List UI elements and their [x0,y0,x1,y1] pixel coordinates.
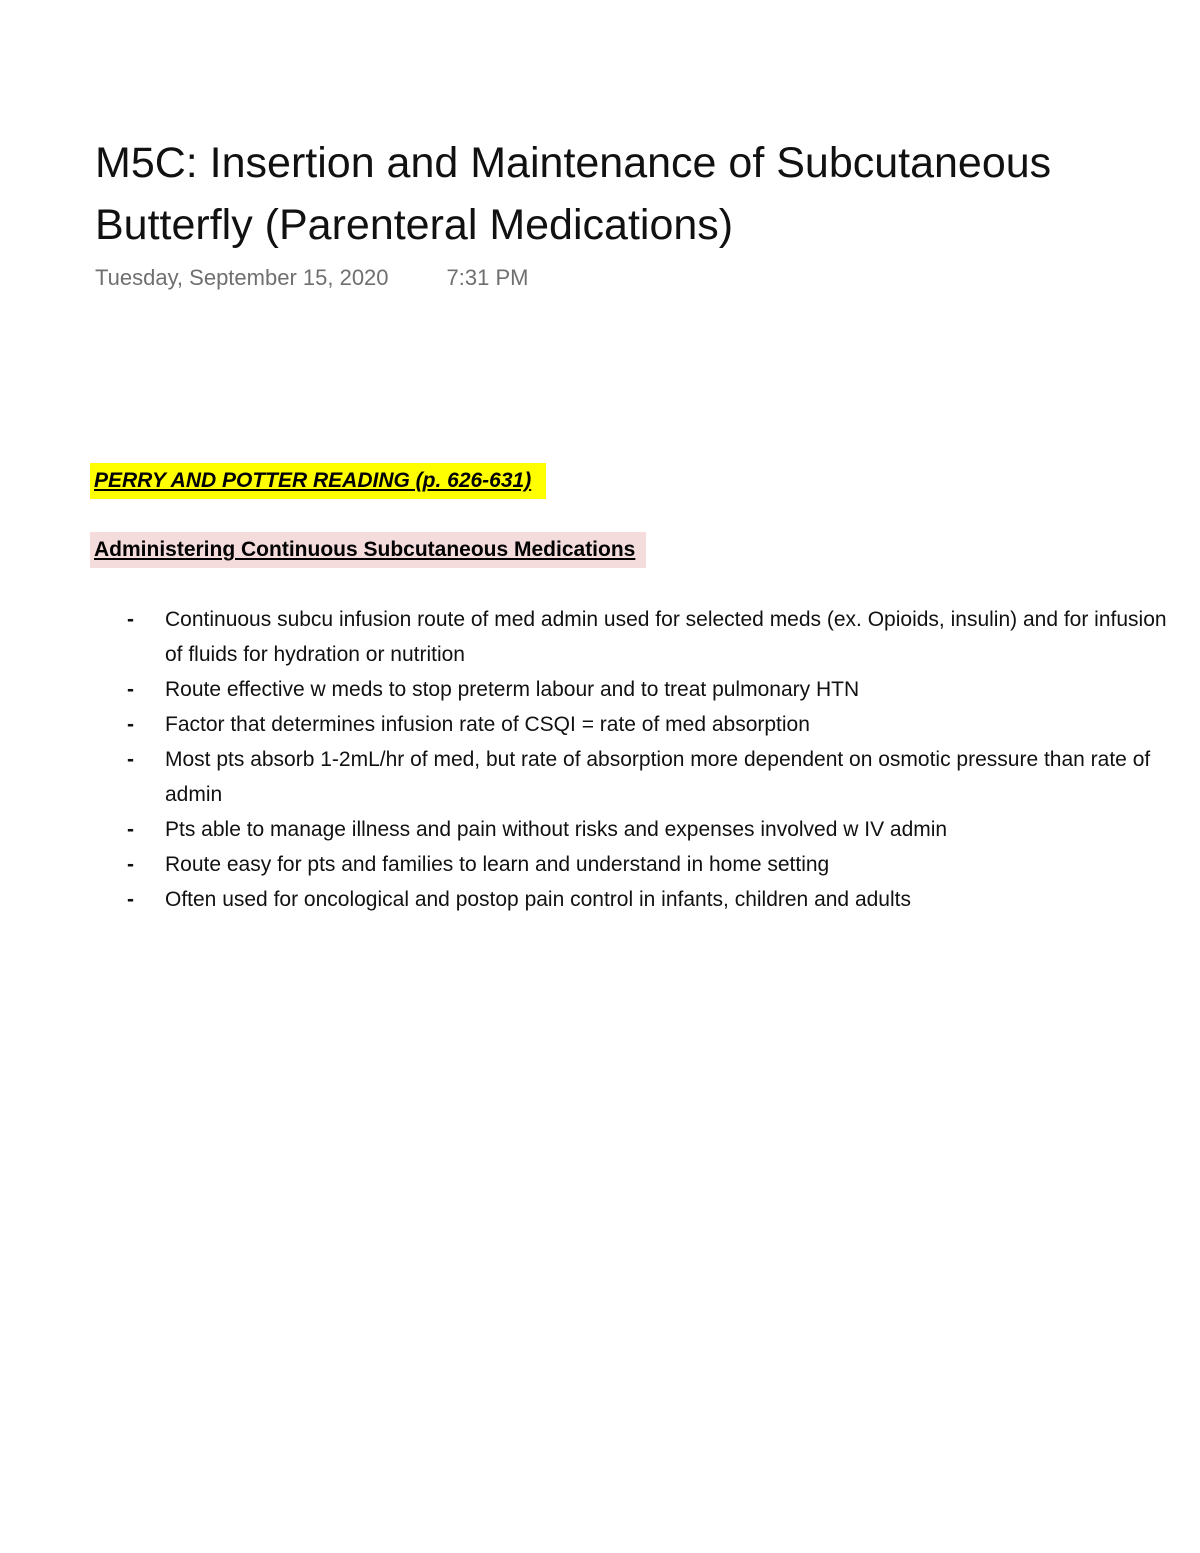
page-title: M5C: Insertion and Maintenance of Subcutaneous Butterfly (Parenteral Medications) [95,139,1052,249]
list-item [95,602,1185,672]
section-heading: Administering Continuous Subcutaneous Medications [90,532,646,568]
list-item-text: Most pts absorb 1-2mL/hr of med, but rate of absorption more dependent on osmotic pressure than rate of admin [165,748,1151,806]
bullet-list [95,602,1185,917]
bullet-dash: - [127,853,134,876]
reading-heading: PERRY AND POTTER READING (p. 626-631) [90,463,546,499]
list-item-text: Route effective w meds to stop preterm labour and to treat pulmonary HTN [165,678,860,701]
list-item-text: Route easy for pts and families to learn and understand in home setting [165,853,830,876]
page-timestamp [95,263,528,293]
list-item-text: Often used for oncological and postop pain control in infants, children and adults [165,888,911,911]
bullet-dash: - [127,678,134,701]
page-date: Tuesday, September 15, 2020 [95,265,389,290]
list-item [95,742,1185,812]
list-item-text: Factor that determines infusion rate of CSQI = rate of med absorption [165,713,810,736]
bullet-dash: - [127,888,134,911]
list-item [95,672,1185,707]
list-item [95,847,1185,882]
list-item-text: Pts able to manage illness and pain without risks and expenses involved w IV admin [165,818,948,841]
bullet-dash: - [127,748,134,771]
bullet-dash: - [127,608,134,631]
bullet-dash: - [127,818,134,841]
page-time: 7:31 PM [446,265,529,290]
list-item [95,707,1185,742]
list-item [95,882,1185,917]
list-item [95,812,1185,847]
list-item-text: Continuous subcu infusion route of med admin used for selected meds (ex. Opioids, insulin) and for infusion of fluids for hydration or nutrition [165,608,1167,666]
bullet-dash: - [127,713,134,736]
